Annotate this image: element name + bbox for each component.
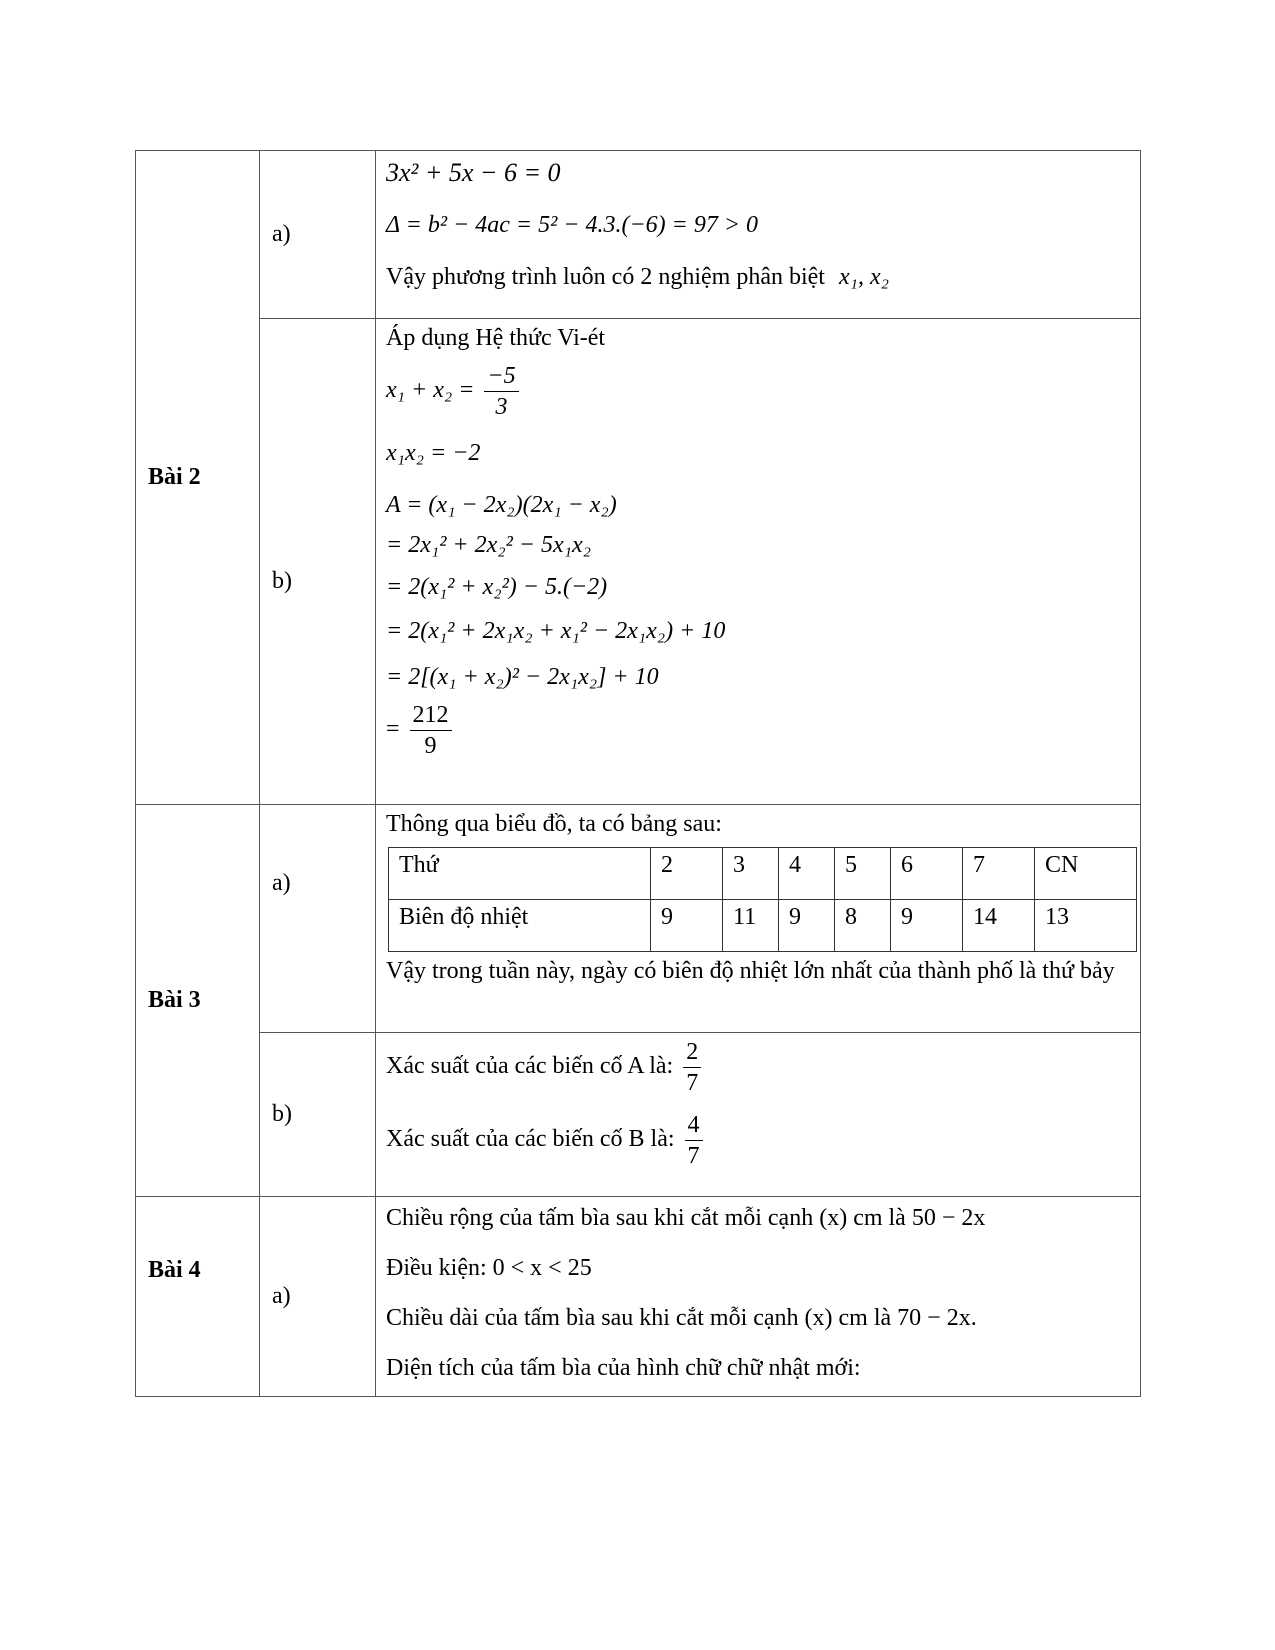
bai3-a-part: a) [260, 805, 376, 1033]
bai2-a-part: a) [260, 151, 376, 319]
bai3-b-prob-a-den: 7 [686, 1070, 699, 1096]
table-cell: Thứ [389, 848, 651, 900]
bai3-a-content [376, 805, 1141, 1033]
bai2-b-step-3: = 2(x₁² + x₂²) − 5.(−2) [386, 574, 608, 600]
bai3-b-prob-b-fraction [685, 1110, 703, 1171]
bai3-row-b [136, 1033, 1141, 1197]
bai2-b-result-eq: = [386, 716, 400, 743]
bai3-b-part: b) [260, 1033, 376, 1197]
bai2-b-sum-num: −5 [484, 361, 518, 392]
bai3-a-conclusion: Vậy trong tuần này, ngày có biên độ nhiệt lớn nhất của thành phố là thứ bảy [386, 958, 1115, 984]
bai2-a-content [376, 151, 1141, 319]
bai2-row-a [136, 151, 1141, 319]
bai4-a-line-4: Diện tích của tấm bìa của hình chữ chữ nhật mới: [386, 1355, 861, 1381]
table-cell: 9 [891, 900, 963, 952]
table-cell: 14 [963, 900, 1035, 952]
bai3-b-prob-b-text: Xác suất của các biến cố B là: [386, 1126, 675, 1153]
bai3-b-prob-b [386, 1110, 1130, 1171]
table-cell: 3 [723, 848, 779, 900]
bai2-b-sum-fraction [484, 361, 518, 422]
bai2-b-sum-lhs: x₁ + x₂ = [386, 377, 475, 404]
bai2-b-result-fraction [410, 700, 452, 761]
bai3-row-a [136, 805, 1141, 1033]
bai2-a-equation: 3x² + 5x − 6 = 0 [386, 158, 561, 187]
bai2-b-result [386, 700, 1130, 761]
temperature-table-row-day [389, 848, 1137, 900]
table-cell: Biên độ nhiệt [389, 900, 651, 952]
bai2-label: Bài 2 [136, 151, 260, 805]
bai2-b-step-4: = 2(x₁² + 2x₁x₂ + x₁² − 2x₁x₂) + 10 [386, 618, 726, 644]
table-cell: 6 [891, 848, 963, 900]
bai2-b-result-den: 9 [424, 733, 437, 759]
table-cell: 13 [1035, 900, 1137, 952]
bai4-a-line-3: Chiều dài của tấm bìa sau khi cắt mỗi cạnh (x) cm là 70 − 2x. [386, 1305, 977, 1331]
bai2-b-intro: Áp dụng Hệ thức Vi-ét [386, 325, 606, 351]
bai2-a-conclusion [386, 262, 1130, 292]
bai2-b-product: x₁x₂ = −2 [386, 440, 481, 466]
bai3-b-prob-a-fraction [683, 1037, 701, 1098]
solution-table [135, 150, 1141, 1397]
bai2-b-sum [386, 361, 1130, 422]
table-cell: 8 [835, 900, 891, 952]
table-cell: 9 [779, 900, 835, 952]
bai2-b-step-2: = 2x₁² + 2x₂² − 5x₁x₂ [386, 532, 591, 558]
bai4-a-line-2: Điều kiện: 0 < x < 25 [386, 1255, 592, 1281]
bai2-b-step-5: = 2[(x₁ + x₂)² − 2x₁x₂] + 10 [386, 664, 659, 690]
table-cell: 2 [651, 848, 723, 900]
table-cell: 11 [723, 900, 779, 952]
table-cell: 7 [963, 848, 1035, 900]
bai4-a-line-1: Chiều rộng của tấm bìa sau khi cắt mỗi cạnh (x) cm là 50 − 2x [386, 1205, 986, 1231]
bai2-b-content [376, 319, 1141, 805]
bai3-b-prob-b-den: 7 [687, 1143, 700, 1169]
temperature-table [388, 847, 1137, 952]
bai2-a-roots: x₁, x₂ [838, 263, 889, 290]
bai3-b-prob-a-num: 2 [683, 1037, 701, 1068]
bai2-b-step-1: A = (x₁ − 2x₂)(2x₁ − x₂) [386, 492, 617, 518]
temperature-table-row-range [389, 900, 1137, 952]
bai2-b-sum-den: 3 [495, 394, 508, 420]
bai2-b-part: b) [260, 319, 376, 805]
bai2-a-delta: Δ = b² − 4ac = 5² − 4.3.(−6) = 97 > 0 [386, 211, 759, 238]
table-cell: 9 [651, 900, 723, 952]
bai4-label: Bài 4 [136, 1197, 260, 1397]
bai4-a-part: a) [260, 1197, 376, 1397]
table-cell: CN [1035, 848, 1137, 900]
bai3-a-intro: Thông qua biểu đồ, ta có bảng sau: [386, 811, 722, 837]
bai3-b-prob-a [386, 1037, 1130, 1098]
table-cell: 5 [835, 848, 891, 900]
bai4-row-a [136, 1197, 1141, 1397]
bai2-a-conclusion-text: Vậy phương trình luôn có 2 nghiệm phân biệt [386, 263, 825, 290]
bai2-b-result-num: 212 [410, 700, 452, 731]
bai2-row-b [136, 319, 1141, 805]
table-cell: 4 [779, 848, 835, 900]
bai3-label: Bài 3 [136, 805, 260, 1197]
bai4-a-content [376, 1197, 1141, 1397]
bai3-b-prob-a-text: Xác suất của các biến cố A là: [386, 1053, 674, 1080]
bai3-b-prob-b-num: 4 [685, 1110, 703, 1141]
bai3-b-content [376, 1033, 1141, 1197]
